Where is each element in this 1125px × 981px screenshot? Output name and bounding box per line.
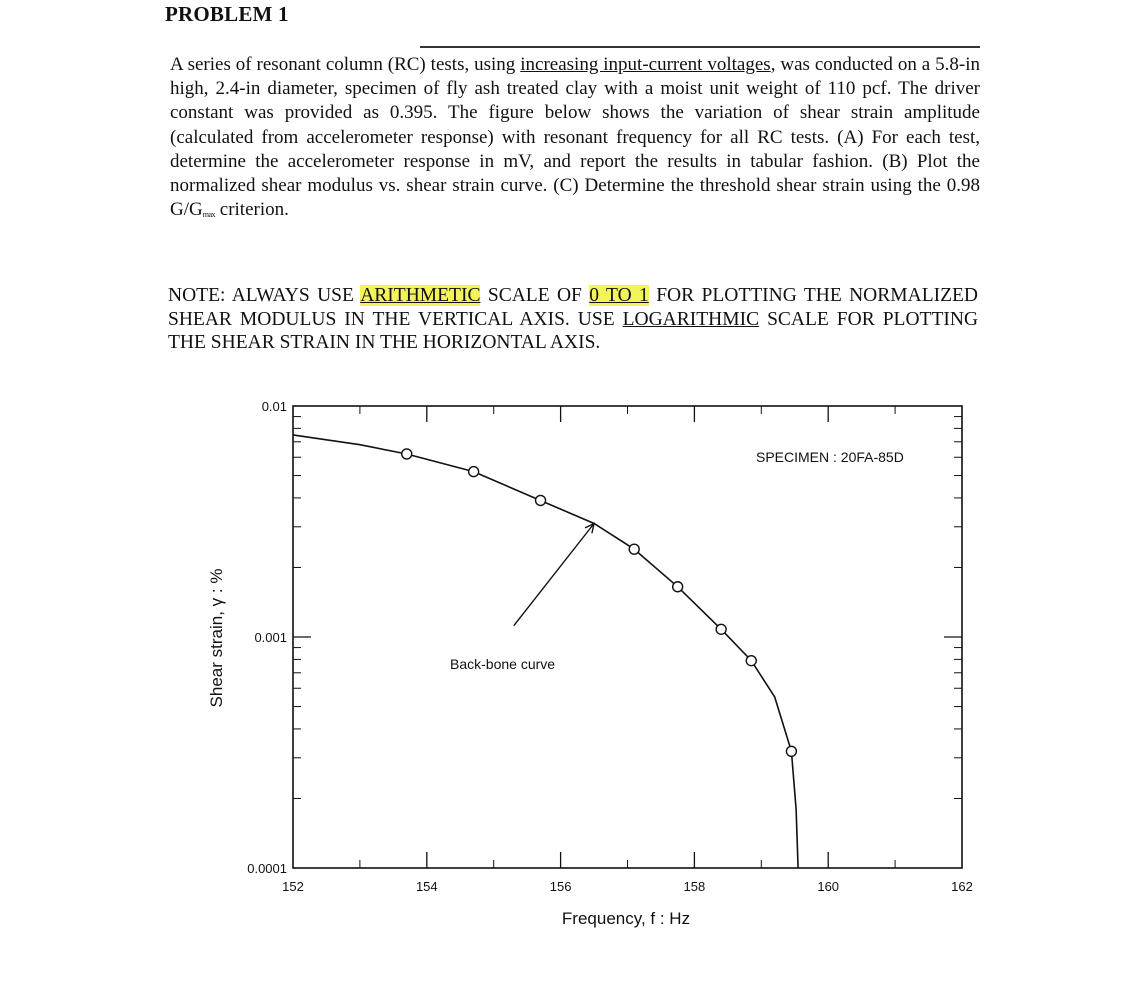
y-tick-label: 0.01 (261, 399, 287, 414)
data-points (402, 449, 797, 756)
problem-text-2: , was conducted on a 5.8-in high, 2.4-in diameter, specimen of fly ash treated clay with a moist unit weight of 110 pcf. The driver constant was provided as 0.395. The figure below shows the variation of shear strain amplitude (calculated from accelerometer response) with resonant frequency for all RC tests. (A) For each test, determine the accelerometer response in mV, and report the results in tabular fashion. (B) Plot the normalized shear modulus vs. shear strain curve. (C) Determine the threshold shear strain using the 0.98 G/G (170, 54, 980, 221)
x-tick-label: 154 (415, 879, 438, 894)
problem-text-3: criterion. (215, 199, 289, 221)
specimen-label: SPECIMEN : 20FA-85D (756, 449, 904, 465)
back-bone-curve-label: Back-bone curve (450, 656, 556, 672)
gmax-subscript: max (202, 210, 216, 220)
x-tick-label: 162 (951, 879, 973, 894)
problem-statement (170, 53, 980, 227)
x-axis-label: Frequency, f : Hz (561, 909, 691, 928)
shear-strain-frequency-chart (190, 378, 990, 938)
data-point (746, 656, 756, 666)
y-axis-label: Shear strain, γ : % (207, 568, 226, 708)
data-point (536, 495, 546, 505)
note-underline-logarithmic: LOGARITHMIC (622, 308, 760, 330)
x-tick-label: 152 (282, 879, 304, 894)
note-text-2: SCALE OF (487, 285, 582, 306)
y-tick-label: 0.0001 (247, 861, 287, 876)
plot-frame (293, 406, 962, 868)
note-text-1: NOTE: ALWAYS USE (168, 285, 354, 306)
problem-title: PROBLEM 1 (165, 2, 289, 26)
problem-text-underlined: increasing input-current voltages (520, 54, 771, 75)
x-tick-label: 158 (683, 879, 706, 894)
data-point (629, 544, 639, 554)
note-paragraph (168, 284, 978, 355)
data-point (716, 624, 726, 634)
x-tick-label: 160 (817, 879, 840, 894)
note-text-4: SCALE FOR PLOTTING THE SHEAR STRAIN IN THE HORIZONTAL AXIS. (168, 308, 979, 353)
data-point (402, 449, 412, 459)
y-tick-labels (247, 399, 962, 876)
data-point (469, 467, 479, 477)
note-highlight-range: 0 TO 1 (589, 285, 649, 306)
data-point (673, 582, 683, 592)
y-minor-ticks (293, 417, 962, 799)
title-rule (420, 46, 980, 48)
note-text-3: FOR PLOTTING THE NORMALIZED SHEAR MODULUS IN THE VERTICAL AXIS. USE (168, 285, 979, 330)
problem-text-1: A series of resonant column (RC) tests, using (170, 54, 516, 75)
y-tick-label: 0.001 (254, 630, 287, 645)
data-point (786, 746, 796, 756)
x-tick-labels (282, 406, 973, 894)
x-tick-label: 156 (549, 879, 572, 894)
x-minor-ticks (360, 406, 895, 868)
annotation-arrow (514, 523, 594, 625)
note-highlight-arithmetic: ARITHMETIC (360, 285, 481, 306)
